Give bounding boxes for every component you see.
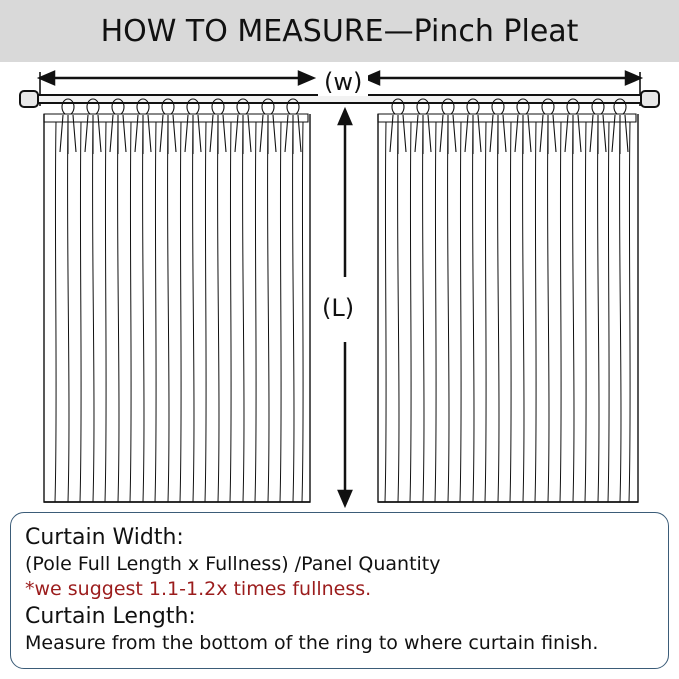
fabric-folds-left bbox=[55, 122, 303, 502]
measurement-diagram bbox=[0, 62, 679, 514]
measurement-instructions-box bbox=[10, 512, 669, 669]
curtain-panel-right bbox=[378, 99, 638, 502]
curtain-length-heading: Curtain Length: bbox=[25, 604, 196, 630]
curtain-width-formula: (Pole Full Length x Fullness) /Panel Quantity bbox=[25, 553, 441, 576]
curtain-panel-left bbox=[44, 99, 310, 502]
page-title: HOW TO MEASURE—Pinch Pleat bbox=[100, 13, 579, 49]
length-dimension-label: (L) bbox=[320, 290, 356, 326]
width-dimension-label: (w) bbox=[318, 68, 368, 96]
curtain-length-instruction: Measure from the bottom of the ring to where curtain finish. bbox=[25, 632, 599, 655]
fullness-suggestion-note: *we suggest 1.1-1.2x times fullness. bbox=[25, 578, 372, 601]
curtain-width-heading: Curtain Width: bbox=[25, 525, 184, 550]
title-banner bbox=[0, 0, 679, 62]
fabric-folds-right bbox=[385, 122, 630, 502]
